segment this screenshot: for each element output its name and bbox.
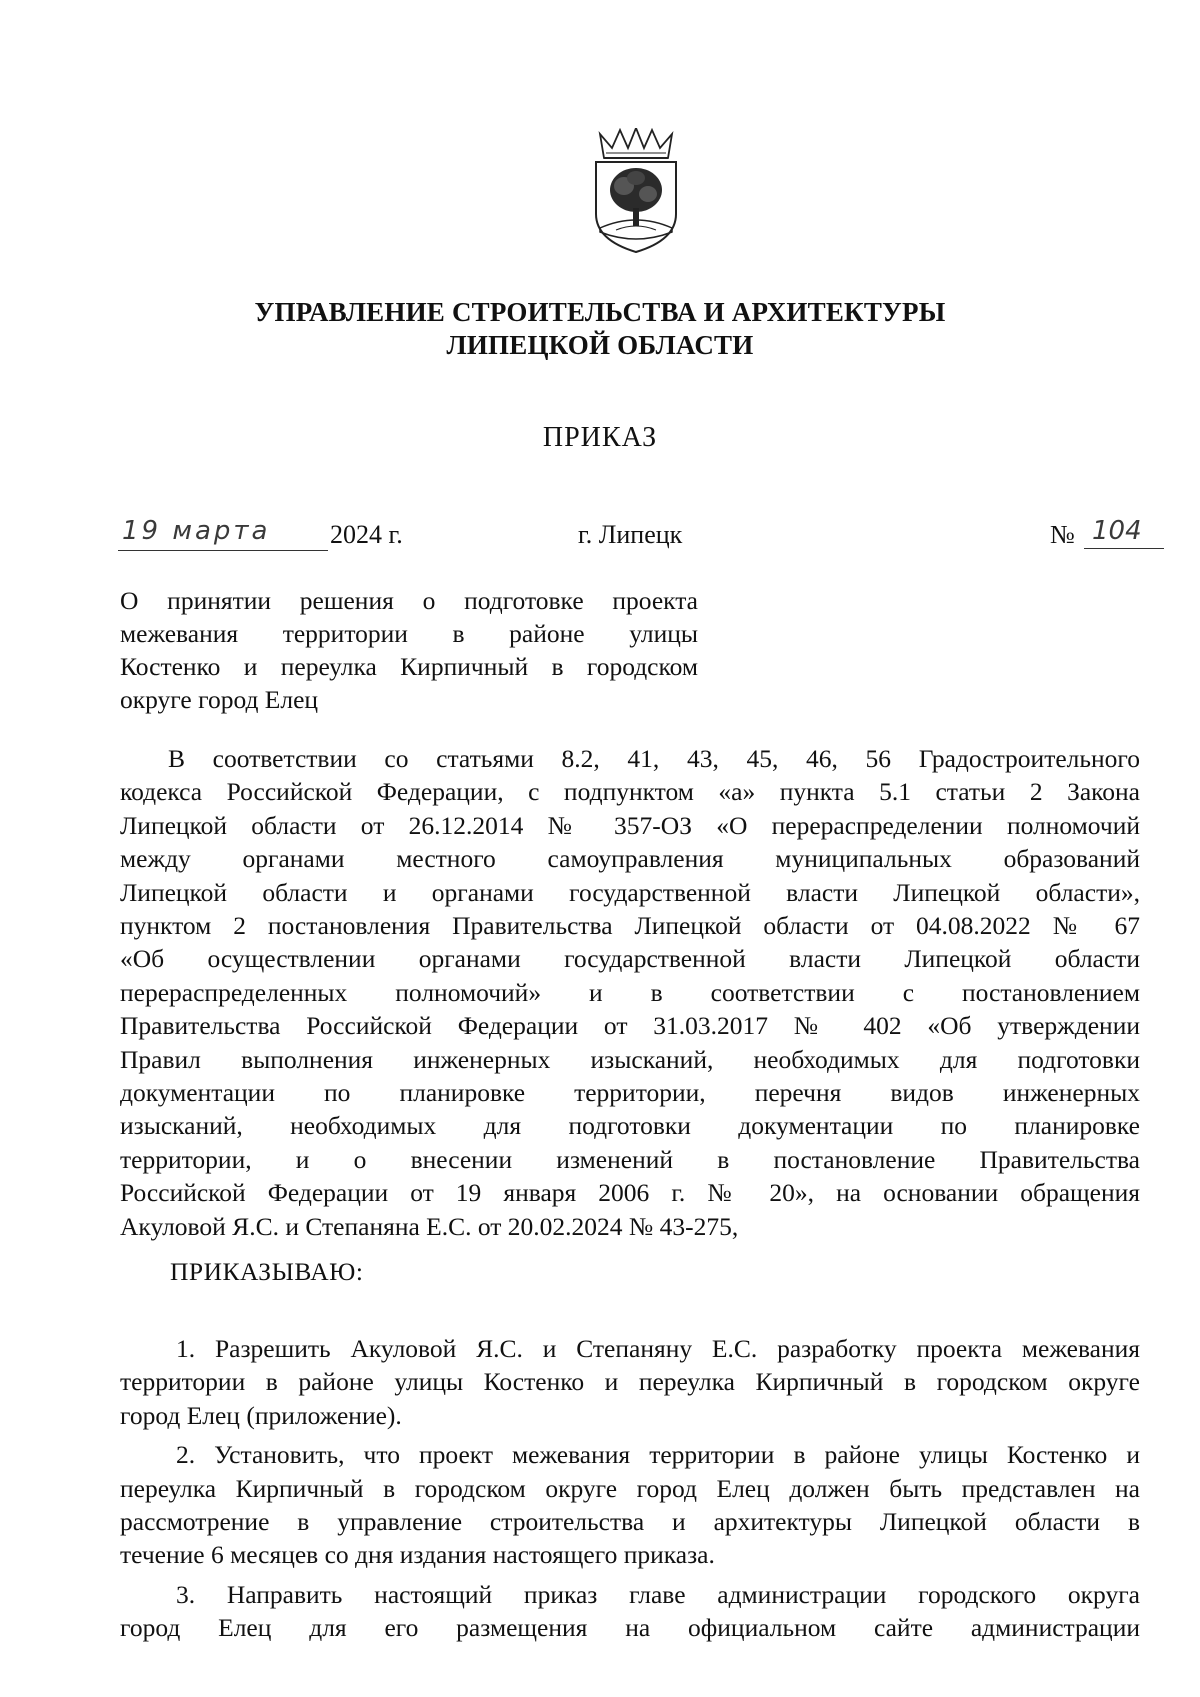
org-line-1: УПРАВЛЕНИЕ СТРОИТЕЛЬСТВА И АРХИТЕКТУРЫ [254, 297, 946, 327]
handwritten-date-text: 19 марта [122, 516, 271, 546]
basis-line: Российской Федерации от 19 января 2006 г. № 20», на основании обращения [120, 1178, 1140, 1208]
handwritten-number-text: 104 [1092, 516, 1142, 546]
date-year: 2024 г. [330, 520, 403, 549]
item-line: течение 6 месяцев со дня издания настоящего приказа. [120, 1540, 715, 1570]
basis-line: между органами местного самоуправления муниципальных образований [120, 844, 1140, 874]
order-word: ПРИКАЗЫВАЮ: [170, 1257, 364, 1286]
basis-line: «Об осуществлении органами государственной власти Липецкой области [120, 944, 1140, 974]
basis-line: Липецкой области и органами государственной власти Липецкой области», [120, 877, 1140, 907]
document-subject [120, 584, 698, 716]
document-city: г. Липецк [578, 520, 683, 549]
order-item-3 [120, 1578, 1140, 1645]
number-label: № [1050, 520, 1075, 549]
organization-name [120, 296, 1080, 362]
basis-line: документации по планировке территории, перечня видов инженерных [120, 1078, 1140, 1108]
basis-line: перераспределенных полномочий» и в соответствии с постановлением [120, 977, 1140, 1007]
handwritten-number [1084, 512, 1164, 549]
item-line: рассмотрение в управление строительства и архитектуры Липецкой области в [120, 1507, 1140, 1537]
basis-line: кодекса Российской Федерации, с подпунктом «а» пункта 5.1 статьи 2 Закона [120, 777, 1140, 807]
coat-of-arms-icon [586, 128, 686, 256]
basis-paragraph [120, 742, 1140, 1243]
document-type: ПРИКАЗ [542, 422, 658, 453]
item-line: город Елец (приложение). [120, 1400, 402, 1430]
subject-line: Костенко и переулка Кирпичный в городском [120, 652, 698, 681]
item-line: 1. Разрешить Акуловой Я.С. и Степаняну Е.С. разработку проекта межевания [176, 1334, 1140, 1363]
basis-line: изысканий, необходимых для подготовки документации по планировке [120, 1111, 1140, 1141]
item-line: 3. Направить настоящий приказ главе администрации городского округа [176, 1579, 1140, 1609]
basis-line: территории, и о внесении изменений в постановление Правительства [120, 1144, 1140, 1174]
document-number [1050, 516, 1170, 554]
subject-line: межевания территории в районе улицы [120, 619, 698, 648]
basis-line: Акуловой Я.С. и Степаняна Е.С. от 20.02.2024 № 43-275, [120, 1211, 739, 1241]
basis-line: Правил выполнения инженерных изысканий, необходимых для подготовки [120, 1044, 1140, 1074]
item-line: 2. Установить, что проект межевания территории в районе улицы Костенко и [176, 1440, 1140, 1470]
subject-line: О принятии решения о подготовке проекта [120, 586, 698, 615]
item-line: переулка Кирпичный в городском округе город Елец должен быть представлен на [120, 1473, 1140, 1503]
order-item-2 [120, 1438, 1140, 1572]
basis-line: В соответствии со статьями 8.2, 41, 43, 45, 46, 56 Градостроительного [168, 744, 1140, 773]
basis-line: пунктом 2 постановления Правительства Липецкой области от 04.08.2022 № 67 [120, 911, 1140, 941]
subject-line: округе город Елец [120, 685, 319, 714]
basis-line: Правительства Российской Федерации от 31.03.2017 № 402 «Об утверждении [120, 1011, 1140, 1041]
org-line-2: ЛИПЕЦКОЙ ОБЛАСТИ [446, 330, 754, 360]
order-items [120, 1332, 1140, 1645]
handwritten-date [118, 514, 328, 551]
document-date [118, 516, 418, 556]
order-item-1 [120, 1332, 1140, 1432]
basis-line: Липецкой области от 26.12.2014 № 357-ОЗ «О перераспределении полномочий [120, 810, 1140, 840]
item-line: город Елец для его размещения на официальном сайте администрации [120, 1613, 1140, 1643]
item-line: территории в районе улицы Костенко и переулка Кирпичный в городском округе [120, 1367, 1140, 1397]
